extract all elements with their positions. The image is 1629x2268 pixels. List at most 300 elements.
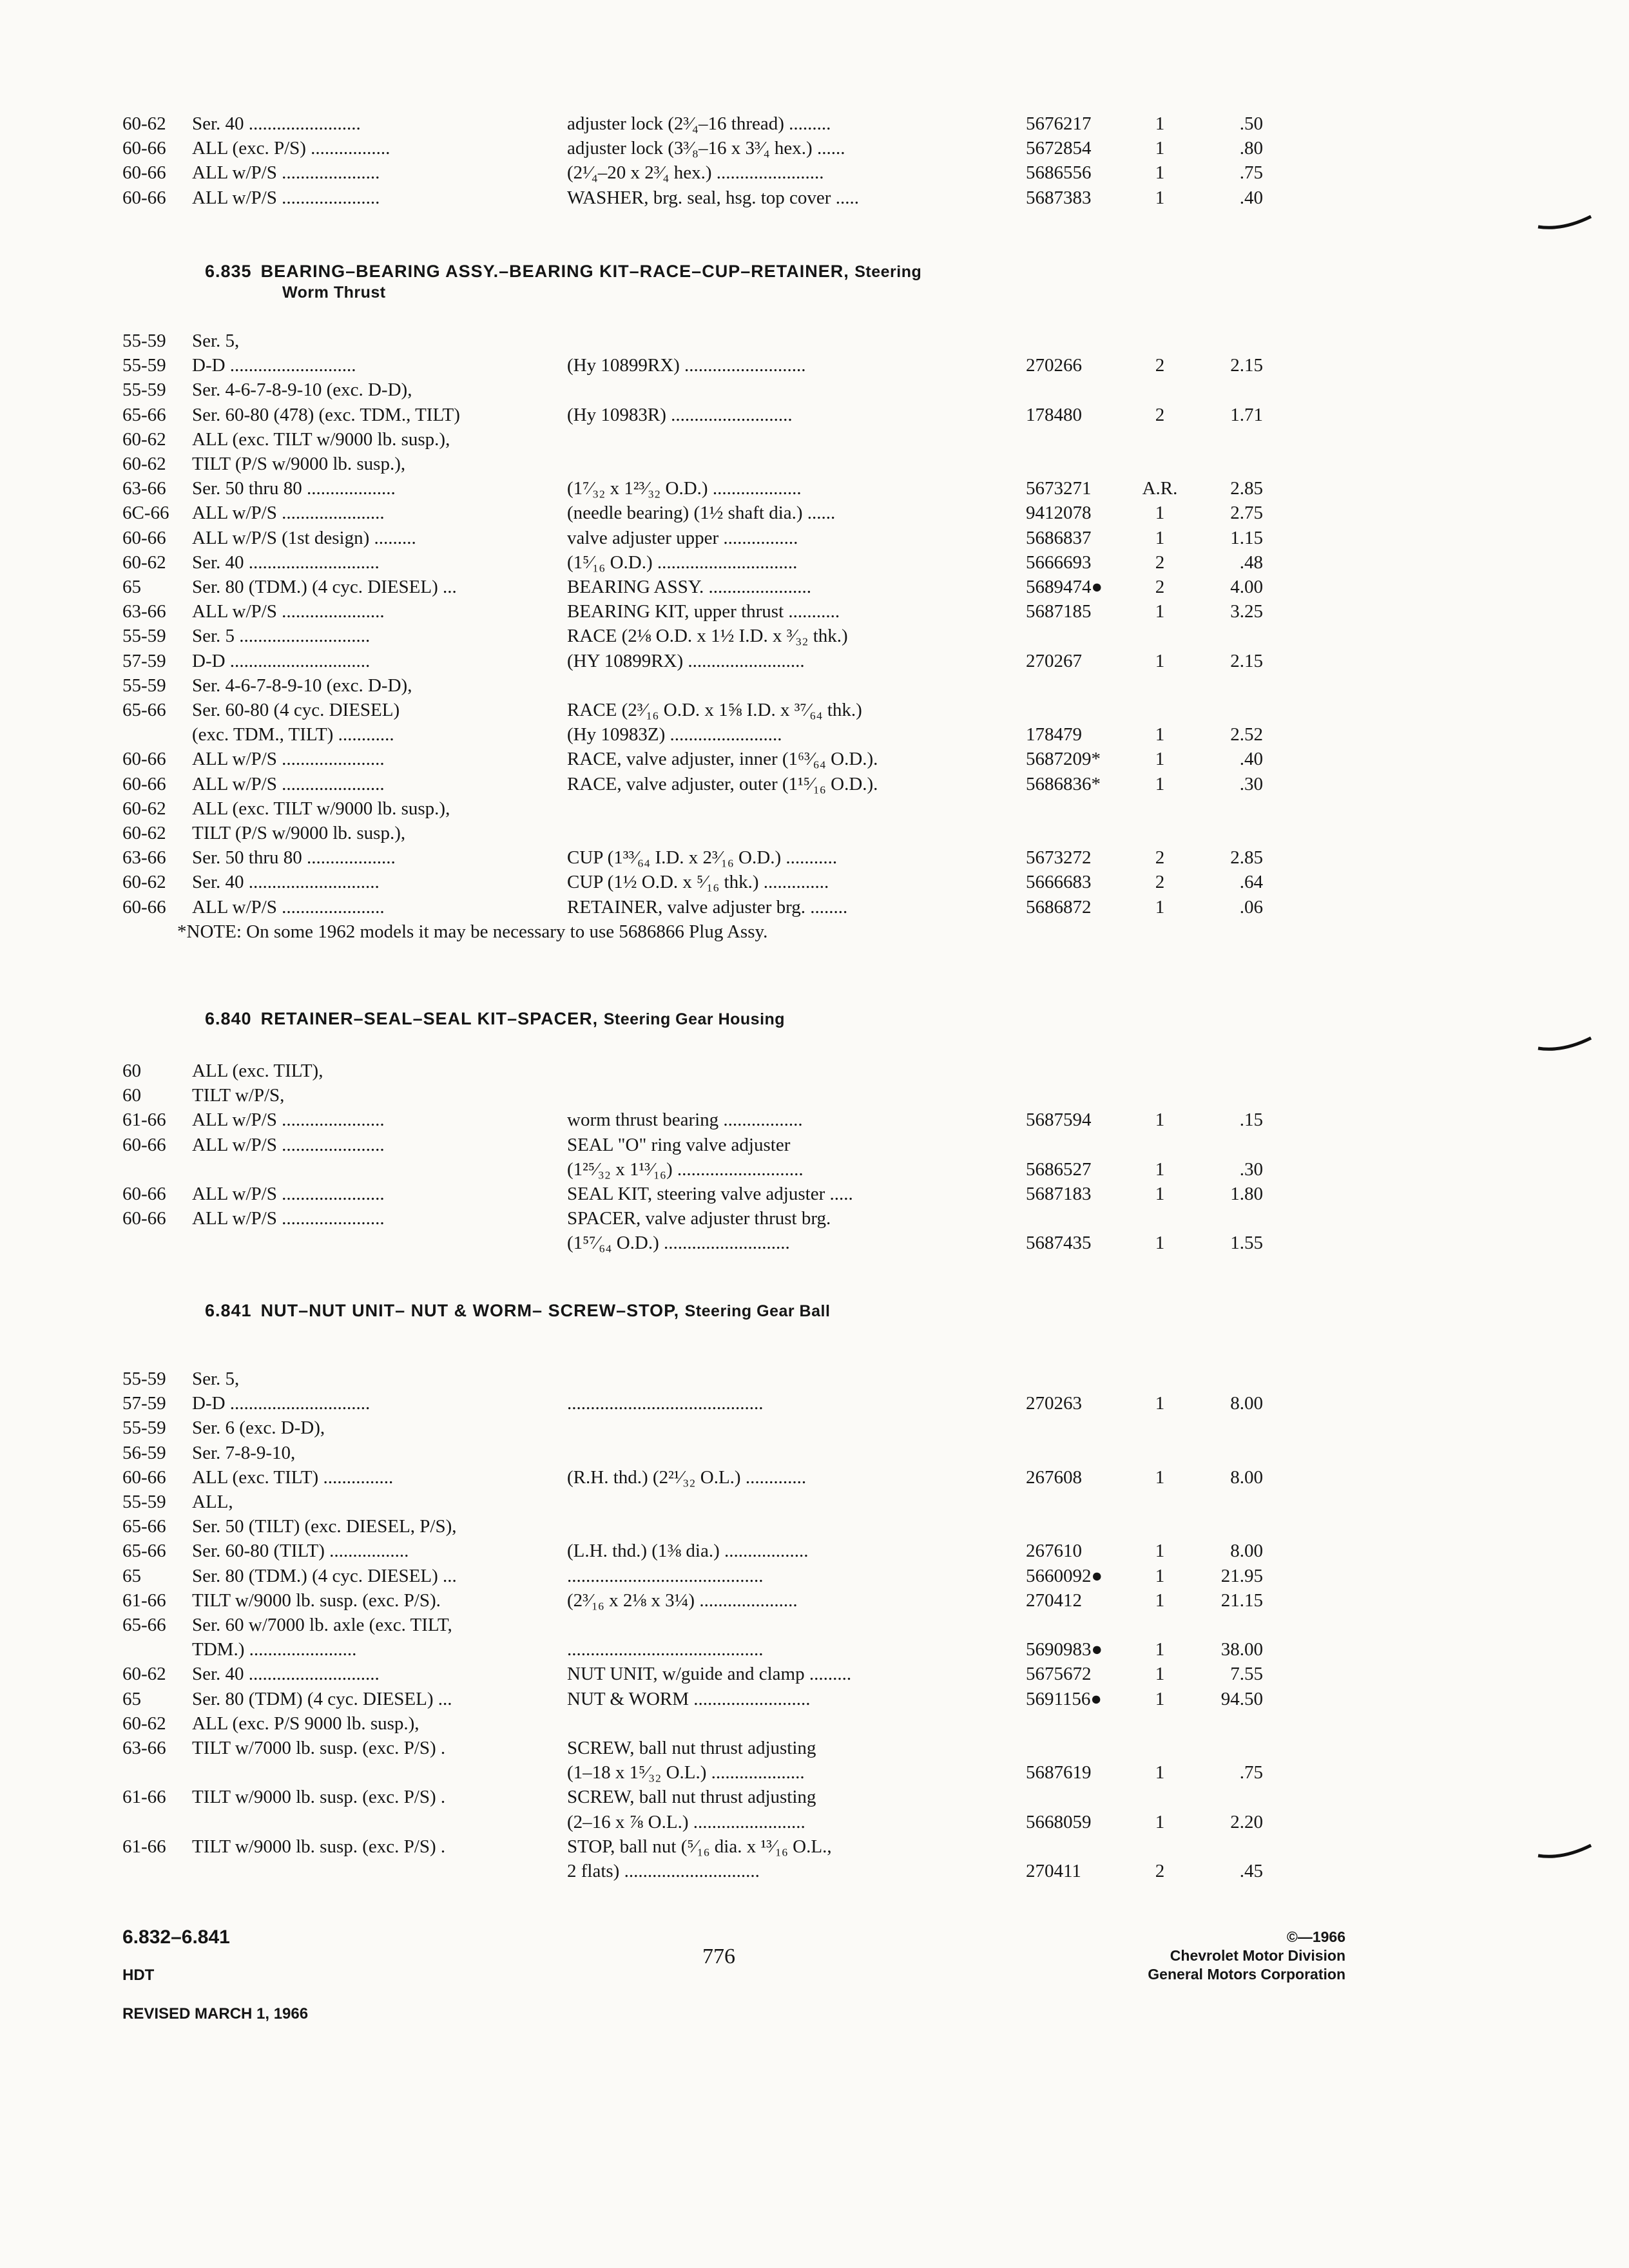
table-row — [0, 1232, 1629, 1254]
part-description: RETAINER, valve adjuster brg. ........ — [567, 896, 848, 918]
quantity: 1 — [1155, 773, 1165, 794]
application: Ser. 80 (TDM.) (4 cyc. DIESEL) ... — [192, 577, 457, 597]
application: TILT w/9000 lb. susp. (exc. P/S) . — [192, 1787, 446, 1808]
quantity: 1 — [1155, 1811, 1165, 1832]
table-row — [0, 1565, 1629, 1587]
table-row — [0, 1183, 1629, 1205]
division-name: Chevrolet Motor Division — [1170, 1947, 1345, 1964]
part-description: .......................................... — [567, 1565, 764, 1586]
application: ALL (exc. TILT w/9000 lb. susp.), — [192, 798, 450, 819]
application: Ser. 5 ............................ — [192, 626, 371, 647]
application: ALL w/P/S ...................... — [192, 749, 385, 770]
application: TDM.) ....................... — [192, 1639, 357, 1660]
model-years: 57-59 — [122, 1393, 166, 1414]
table-row — [0, 1491, 1629, 1513]
part-description: (2³⁄₁₆ x 2⅛ x 3¼) ..................... — [567, 1590, 798, 1611]
part-number: 5686837 — [1026, 527, 1092, 548]
part-number: 5686836* — [1026, 773, 1101, 794]
quantity: 1 — [1155, 1110, 1165, 1131]
table-row — [0, 477, 1629, 499]
price: .50 — [1239, 113, 1263, 134]
part-number: 5687209* — [1026, 749, 1101, 770]
table-row — [0, 1134, 1629, 1156]
quantity: 1 — [1155, 1158, 1165, 1180]
part-description: CUP (1³³⁄₆₄ I.D. x 2³⁄₁₆ O.D.) ........... — [567, 847, 838, 869]
price: 2.75 — [1230, 503, 1263, 524]
application: Ser. 50 thru 80 ................... — [192, 847, 396, 869]
model-years: 61-66 — [122, 1590, 166, 1611]
part-description: (needle bearing) (1½ shaft dia.) ...... — [567, 503, 836, 524]
table-row — [0, 1442, 1629, 1464]
table-row — [0, 798, 1629, 820]
table-row — [0, 453, 1629, 475]
model-years: 60-66 — [122, 1184, 166, 1204]
quantity: 2 — [1155, 847, 1165, 869]
quantity: 1 — [1155, 503, 1165, 524]
price: 7.55 — [1230, 1664, 1263, 1685]
part-description: (HY 10899RX) ......................... — [567, 650, 805, 671]
table-row — [0, 187, 1629, 209]
application: ALL w/P/S (1st design) ......... — [192, 527, 416, 548]
price: .45 — [1239, 1861, 1263, 1881]
part-number: 178479 — [1026, 724, 1082, 745]
price: .30 — [1239, 773, 1263, 794]
quantity: 1 — [1155, 1184, 1165, 1204]
part-description: (1⁵⁷⁄₆₄ O.D.) ........................... — [567, 1233, 790, 1254]
price: 1.71 — [1230, 404, 1263, 425]
part-description: 2 flats) ............................. — [567, 1861, 760, 1881]
table-row — [0, 354, 1629, 376]
application: Ser. 50 thru 80 ................... — [192, 478, 396, 499]
part-description: SCREW, ball nut thrust adjusting — [567, 1787, 816, 1808]
part-number: 5673271 — [1026, 478, 1092, 499]
part-description: (L.H. thd.) (1⅜ dia.) .................. — [567, 1541, 809, 1562]
table-row — [0, 1713, 1629, 1735]
model-years: 55-59 — [122, 1418, 166, 1439]
application: D-D .............................. — [192, 1393, 371, 1414]
application: TILT w/P/S, — [192, 1085, 285, 1106]
part-number: 270263 — [1026, 1393, 1082, 1414]
table-row — [0, 1540, 1629, 1562]
table-row — [0, 1417, 1629, 1439]
application: Ser. 80 (TDM.) (4 cyc. DIESEL) ... — [192, 1565, 457, 1586]
part-description: (1²⁵⁄₃₂ x 1¹³⁄₁₆) ........................... — [567, 1158, 804, 1180]
table-row — [0, 1515, 1629, 1537]
table-row — [0, 502, 1629, 524]
model-years: 55-59 — [122, 380, 166, 401]
table-row — [0, 1368, 1629, 1390]
table-row — [0, 625, 1629, 647]
part-number: 5691156● — [1026, 1688, 1102, 1709]
table-row — [0, 404, 1629, 426]
model-years: 60-62 — [122, 552, 166, 573]
table-row — [0, 162, 1629, 184]
model-years: 55-59 — [122, 331, 166, 351]
footnote: *NOTE: On some 1962 models it may be necessary to use 5686866 Plug Assy. — [177, 921, 768, 942]
part-number: 270412 — [1026, 1590, 1082, 1611]
model-years: 60-66 — [122, 749, 166, 770]
model-years: 63-66 — [122, 478, 166, 499]
application: ALL w/P/S ..................... — [192, 187, 380, 208]
table-row — [0, 871, 1629, 893]
part-description: NUT & WORM ......................... — [567, 1688, 811, 1709]
part-description: (Hy 10899RX) .......................... — [567, 355, 806, 376]
binder-tick-mark — [1537, 1841, 1592, 1861]
application: ALL w/P/S ...................... — [192, 601, 385, 622]
table-row — [0, 1811, 1629, 1833]
model-years: 60 — [122, 1085, 141, 1106]
part-number: 270411 — [1026, 1861, 1081, 1881]
table-row — [0, 1762, 1629, 1783]
application: TILT (P/S w/9000 lb. susp.), — [192, 823, 406, 843]
table-row — [0, 1860, 1629, 1882]
price: .80 — [1239, 138, 1263, 159]
model-years: 60-62 — [122, 113, 166, 134]
model-years: 60-66 — [122, 527, 166, 548]
quantity: 1 — [1155, 1762, 1165, 1783]
part-description: RACE (2⅛ O.D. x 1½ I.D. x ³⁄₃₂ thk.) — [567, 626, 848, 647]
section-number: 6.835 — [205, 262, 252, 281]
quantity: 1 — [1155, 896, 1165, 918]
table-row — [0, 601, 1629, 622]
page-number: 776 — [702, 1945, 735, 1968]
table-row — [0, 773, 1629, 795]
application: TILT w/9000 lb. susp. (exc. P/S) . — [192, 1836, 446, 1857]
price: .75 — [1239, 1762, 1263, 1783]
table-row — [0, 1737, 1629, 1759]
part-description: SEAL "O" ring valve adjuster — [567, 1134, 791, 1155]
price: 1.80 — [1230, 1184, 1263, 1204]
application: TILT w/7000 lb. susp. (exc. P/S) . — [192, 1738, 446, 1758]
application: Ser. 6 (exc. D-D), — [192, 1418, 325, 1439]
application: TILT w/9000 lb. susp. (exc. P/S). — [192, 1590, 441, 1611]
table-row — [0, 1590, 1629, 1611]
binder-tick-mark — [1537, 1034, 1592, 1053]
price: 2.20 — [1230, 1811, 1263, 1832]
part-description: .......................................... — [567, 1639, 764, 1660]
section-title: NUT–NUT UNIT– NUT & WORM– SCREW–STOP, — [260, 1301, 680, 1320]
application: Ser. 40 ............................ — [192, 872, 380, 893]
section-heading — [205, 1300, 1171, 1321]
model-years: 63-66 — [122, 601, 166, 622]
application: ALL w/P/S ...................... — [192, 503, 385, 524]
part-number: 5686872 — [1026, 896, 1092, 918]
part-number: 5686527 — [1026, 1158, 1092, 1180]
quantity: 1 — [1155, 724, 1165, 745]
application: Ser. 60-80 (478) (exc. TDM., TILT) — [192, 404, 460, 425]
application: ALL w/P/S ...................... — [192, 1208, 385, 1229]
quantity: 2 — [1155, 404, 1165, 425]
application: ALL w/P/S ...................... — [192, 1184, 385, 1204]
section-number: 6.841 — [205, 1301, 252, 1320]
table-row — [0, 1109, 1629, 1131]
part-description: (2¹⁄₄–20 x 2³⁄₄ hex.) ....................... — [567, 162, 824, 184]
table-row — [0, 1614, 1629, 1636]
application: Ser. 5, — [192, 1369, 240, 1389]
application: ALL (exc. TILT), — [192, 1061, 323, 1081]
part-description: .......................................... — [567, 1393, 764, 1414]
part-number: 5687619 — [1026, 1762, 1092, 1783]
part-description: (1⁵⁄₁₆ O.D.) .............................. — [567, 552, 798, 573]
section-range: 6.832–6.841 — [122, 1927, 230, 1948]
table-row — [0, 428, 1629, 450]
part-number: 5673272 — [1026, 847, 1092, 869]
part-description: BEARING KIT, upper thrust ........... — [567, 601, 840, 622]
application: ALL (exc. TILT w/9000 lb. susp.), — [192, 428, 450, 450]
table-row — [0, 699, 1629, 721]
part-description: (Hy 10983R) .......................... — [567, 404, 793, 425]
model-years: 63-66 — [122, 1738, 166, 1758]
table-row — [0, 650, 1629, 672]
part-description: RACE, valve adjuster, inner (1⁶³⁄₆₄ O.D.). — [567, 749, 878, 770]
price: .06 — [1239, 896, 1263, 918]
application: Ser. 60-80 (4 cyc. DIESEL) — [192, 700, 400, 720]
part-number: 270267 — [1026, 650, 1082, 671]
table-row — [0, 748, 1629, 770]
quantity: 2 — [1155, 872, 1165, 893]
quantity: 1 — [1155, 138, 1165, 159]
part-number: 270266 — [1026, 355, 1082, 376]
part-number: 5660092● — [1026, 1565, 1103, 1586]
model-years: 55-59 — [122, 626, 166, 647]
price: 38.00 — [1220, 1639, 1263, 1660]
application: TILT (P/S w/9000 lb. susp.), — [192, 454, 406, 474]
table-row — [0, 1688, 1629, 1710]
part-number: 5687183 — [1026, 1184, 1092, 1204]
quantity: 1 — [1155, 1466, 1165, 1488]
application: ALL w/P/S ...................... — [192, 896, 385, 918]
price: .40 — [1239, 187, 1263, 208]
price: 8.00 — [1230, 1466, 1263, 1488]
application: Ser. 4-6-7-8-9-10 (exc. D-D), — [192, 380, 412, 401]
model-years: 6C-66 — [122, 503, 169, 524]
table-row — [0, 1466, 1629, 1488]
part-description: worm thrust bearing ................. — [567, 1110, 803, 1131]
application: Ser. 40 ............................ — [192, 552, 380, 573]
price: 2.15 — [1230, 650, 1263, 671]
model-years: 60-62 — [122, 1664, 166, 1685]
price: .64 — [1239, 872, 1263, 893]
model-years: 55-59 — [122, 675, 166, 696]
quantity: 1 — [1155, 1639, 1165, 1660]
quantity: 1 — [1155, 187, 1165, 208]
model-years: 60-62 — [122, 798, 166, 819]
price: .75 — [1239, 162, 1263, 184]
application: Ser. 60-80 (TILT) ................. — [192, 1541, 409, 1562]
model-years: 60-62 — [122, 823, 166, 843]
model-years: 60-66 — [122, 138, 166, 159]
part-number: 5687383 — [1026, 187, 1092, 208]
price: .40 — [1239, 749, 1263, 770]
table-row — [0, 1836, 1629, 1858]
application: Ser. 7-8-9-10, — [192, 1442, 296, 1463]
section-title: RETAINER–SEAL–SEAL KIT–SPACER, — [260, 1009, 599, 1028]
model-years: 65 — [122, 1565, 141, 1586]
section-subtitle: Steering Gear Housing — [603, 1010, 786, 1028]
table-row — [0, 1060, 1629, 1082]
table-row — [0, 896, 1629, 918]
part-description: NUT UNIT, w/guide and clamp ......... — [567, 1664, 852, 1685]
application: Ser. 5, — [192, 331, 240, 351]
part-description: (Hy 10983Z) ........................ — [567, 724, 782, 745]
quantity: 1 — [1155, 1541, 1165, 1562]
table-row — [0, 1786, 1629, 1808]
model-years: 56-59 — [122, 1442, 166, 1463]
price: .30 — [1239, 1158, 1263, 1180]
application: D-D ........................... — [192, 355, 356, 376]
part-description: (R.H. thd.) (2²¹⁄₃₂ O.L.) ............. — [567, 1466, 807, 1488]
model-years: 60-62 — [122, 872, 166, 893]
part-number: 267608 — [1026, 1466, 1082, 1488]
part-description: CUP (1½ O.D. x ⁵⁄₁₆ thk.) .............. — [567, 872, 829, 893]
part-description: (1–18 x 1⁵⁄₃₂ O.L.) .................... — [567, 1762, 805, 1783]
part-description: adjuster lock (2³⁄₄–16 thread) ......... — [567, 113, 831, 134]
price: 21.95 — [1220, 1565, 1263, 1586]
part-description: (2–16 x ⅞ O.L.) ........................ — [567, 1811, 805, 1832]
section-subtitle: Steering — [854, 263, 922, 281]
section-number: 6.840 — [205, 1009, 252, 1028]
application: (exc. TDM., TILT) ............ — [192, 724, 394, 745]
part-number: 5666693 — [1026, 552, 1092, 573]
quantity: 1 — [1155, 527, 1165, 548]
table-row — [0, 1663, 1629, 1685]
application: ALL, — [192, 1492, 233, 1512]
model-years: 61-66 — [122, 1836, 166, 1857]
table-row — [0, 675, 1629, 697]
price: 1.55 — [1230, 1233, 1263, 1254]
application: ALL (exc. P/S 9000 lb. susp.), — [192, 1713, 419, 1734]
part-description: WASHER, brg. seal, hsg. top cover ..... — [567, 187, 859, 208]
model-years: 60-66 — [122, 1208, 166, 1229]
model-years: 55-59 — [122, 355, 166, 376]
quantity: 1 — [1155, 1590, 1165, 1611]
table-row — [0, 822, 1629, 844]
application: ALL w/P/S ...................... — [192, 1110, 385, 1131]
price: 21.15 — [1220, 1590, 1263, 1611]
part-number: 5668059 — [1026, 1811, 1092, 1832]
part-number: 5675672 — [1026, 1664, 1092, 1685]
part-number: 5666683 — [1026, 872, 1092, 893]
model-years: 63-66 — [122, 847, 166, 869]
table-row — [0, 330, 1629, 352]
part-description: RACE, valve adjuster, outer (1¹⁵⁄₁₆ O.D.). — [567, 773, 878, 794]
binder-tick-mark — [1537, 213, 1592, 232]
part-number: 9412078 — [1026, 503, 1092, 524]
application: ALL w/P/S ...................... — [192, 1134, 385, 1155]
section-title: BEARING–BEARING ASSY.–BEARING KIT–RACE–CUP–RETAINER, — [260, 262, 849, 281]
application: ALL (exc. TILT) ............... — [192, 1466, 394, 1488]
part-description: SPACER, valve adjuster thrust brg. — [567, 1208, 831, 1229]
model-years: 60-66 — [122, 162, 166, 184]
table-row — [0, 137, 1629, 159]
table-row — [0, 113, 1629, 135]
part-description: STOP, ball nut (⁵⁄₁₆ dia. x ¹³⁄₁₆ O.L., — [567, 1836, 832, 1857]
model-years: 65-66 — [122, 1615, 166, 1635]
part-number: 5689474● — [1026, 577, 1103, 597]
part-number: 5672854 — [1026, 138, 1092, 159]
application: Ser. 50 (TILT) (exc. DIESEL, P/S), — [192, 1516, 457, 1537]
quantity: 1 — [1155, 1393, 1165, 1414]
model-years: 65 — [122, 1688, 141, 1709]
model-years: 60-66 — [122, 1466, 166, 1488]
model-years: 55-59 — [122, 1492, 166, 1512]
table-row — [0, 527, 1629, 549]
part-description: SCREW, ball nut thrust adjusting — [567, 1738, 816, 1758]
price: 8.00 — [1230, 1541, 1263, 1562]
model-years: 55-59 — [122, 1369, 166, 1389]
revision-date: REVISED MARCH 1, 1966 — [122, 2005, 309, 2023]
table-row — [0, 1084, 1629, 1106]
catalog-code: HDT — [122, 1966, 155, 1984]
quantity: 1 — [1155, 601, 1165, 622]
application: Ser. 4-6-7-8-9-10 (exc. D-D), — [192, 675, 412, 696]
quantity: 2 — [1155, 577, 1165, 597]
section-title-continued: Worm Thrust — [282, 284, 386, 302]
table-row — [0, 1639, 1629, 1660]
table-row — [0, 1392, 1629, 1414]
model-years: 65 — [122, 577, 141, 597]
price: 4.00 — [1230, 577, 1263, 597]
price: 8.00 — [1230, 1393, 1263, 1414]
model-years: 60-62 — [122, 428, 166, 450]
application: D-D .............................. — [192, 650, 371, 671]
part-number: 5687435 — [1026, 1233, 1092, 1254]
model-years: 61-66 — [122, 1110, 166, 1131]
model-years: 65-66 — [122, 1541, 166, 1562]
quantity: 2 — [1155, 552, 1165, 573]
application: Ser. 40 ............................ — [192, 1664, 380, 1685]
model-years: 65-66 — [122, 1516, 166, 1537]
table-row — [0, 847, 1629, 869]
model-years: 60-66 — [122, 896, 166, 918]
model-years: 65-66 — [122, 700, 166, 720]
part-number: 5687185 — [1026, 601, 1092, 622]
quantity: 1 — [1155, 1688, 1165, 1709]
quantity: 2 — [1155, 1861, 1165, 1881]
application: Ser. 40 ........................ — [192, 113, 361, 134]
section-subtitle: Steering Gear Ball — [684, 1302, 831, 1320]
part-number: 178480 — [1026, 404, 1082, 425]
quantity: 1 — [1155, 1233, 1165, 1254]
application: ALL w/P/S ...................... — [192, 773, 385, 794]
part-description: (1⁷⁄₃₂ x 1²³⁄₃₂ O.D.) ................... — [567, 478, 802, 499]
part-number: 5690983● — [1026, 1639, 1103, 1660]
quantity: 1 — [1155, 162, 1165, 184]
part-description: RACE (2³⁄₁₆ O.D. x 1⅝ I.D. x ³⁷⁄₆₄ thk.) — [567, 700, 862, 720]
price: 1.15 — [1230, 527, 1263, 548]
table-row — [0, 724, 1629, 745]
price: 2.15 — [1230, 355, 1263, 376]
price: 3.25 — [1230, 601, 1263, 622]
price: .15 — [1239, 1110, 1263, 1131]
application: ALL w/P/S ..................... — [192, 162, 380, 184]
application: ALL (exc. P/S) ................. — [192, 138, 390, 159]
part-description: SEAL KIT, steering valve adjuster ..... — [567, 1184, 853, 1204]
section-heading — [205, 1008, 1171, 1030]
quantity: 1 — [1155, 650, 1165, 671]
table-row — [0, 379, 1629, 401]
part-description: adjuster lock (3³⁄₈–16 x 3³⁄₄ hex.) ...... — [567, 138, 845, 159]
quantity: 1 — [1155, 1565, 1165, 1586]
part-number: 267610 — [1026, 1541, 1082, 1562]
part-number: 5676217 — [1026, 113, 1092, 134]
application: Ser. 80 (TDM) (4 cyc. DIESEL) ... — [192, 1688, 452, 1709]
model-years: 60-62 — [122, 1713, 166, 1734]
model-years: 60 — [122, 1061, 141, 1081]
part-description: BEARING ASSY. ...................... — [567, 577, 811, 597]
model-years: 65-66 — [122, 404, 166, 425]
price: 2.85 — [1230, 478, 1263, 499]
